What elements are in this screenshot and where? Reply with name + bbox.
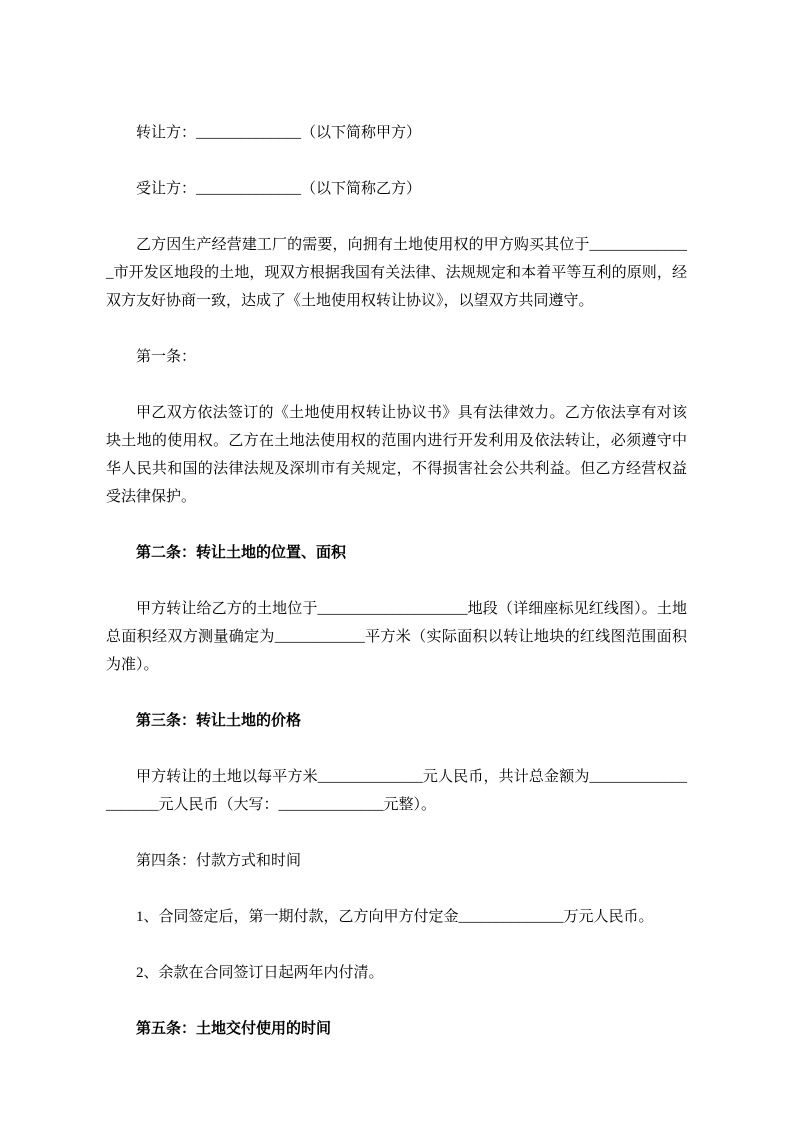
paragraph: 乙方因生产经营建工厂的需要，向拥有土地使用权的甲方购买其位于______________市开发区地段的土地，现双方根据我国有关法律、法规规定和本着平等互利的原则，经双方友好协商一致，达成了《土地使用权转让协议》，以望双方共同遵守。 xyxy=(106,237,687,309)
paragraph: 第二条：转让土地的位置、面积 xyxy=(136,545,347,561)
paragraph: 第四条：付款方式和时间 xyxy=(136,853,302,869)
paragraph: 第五条：土地交付使用的时间 xyxy=(136,1021,332,1037)
paragraph: 甲方转让的土地以每平方米______________元人民币，共计总金额为____________________元人民币（大写：______________元整）。 xyxy=(106,769,687,813)
paragraph: 2、余款在合同签订日起两年内付清。 xyxy=(136,965,384,981)
paragraph: 1、合同签定后，第一期付款，乙方向甲方付定金______________万元人民币。 xyxy=(136,909,654,925)
paragraph: 第三条：转让土地的价格 xyxy=(136,713,302,729)
paragraph: 甲方转让给乙方的土地位于____________________地段（详细座标见红线图）。土地总面积经双方测量确定为____________平方米（实际面积以转让地块的红线图范围面积为准）。 xyxy=(106,601,687,673)
paragraph: 甲乙双方依法签订的《土地使用权转让协议书》具有法律效力。乙方依法享有对该块土地的使用权。乙方在土地法使用权的范围内进行开发利用及依法转让，必须遵守中华人民共和国的法律法规及深圳市有关规定，不得损害社会公共利益。但乙方经营权益受法律保护。 xyxy=(106,405,687,505)
paragraph-list xyxy=(106,119,687,1043)
paragraph: 受让方：______________（以下简称乙方） xyxy=(136,181,422,197)
paragraph: 转让方：______________（以下简称甲方） xyxy=(136,125,422,141)
paragraph: 第一条： xyxy=(136,349,197,365)
